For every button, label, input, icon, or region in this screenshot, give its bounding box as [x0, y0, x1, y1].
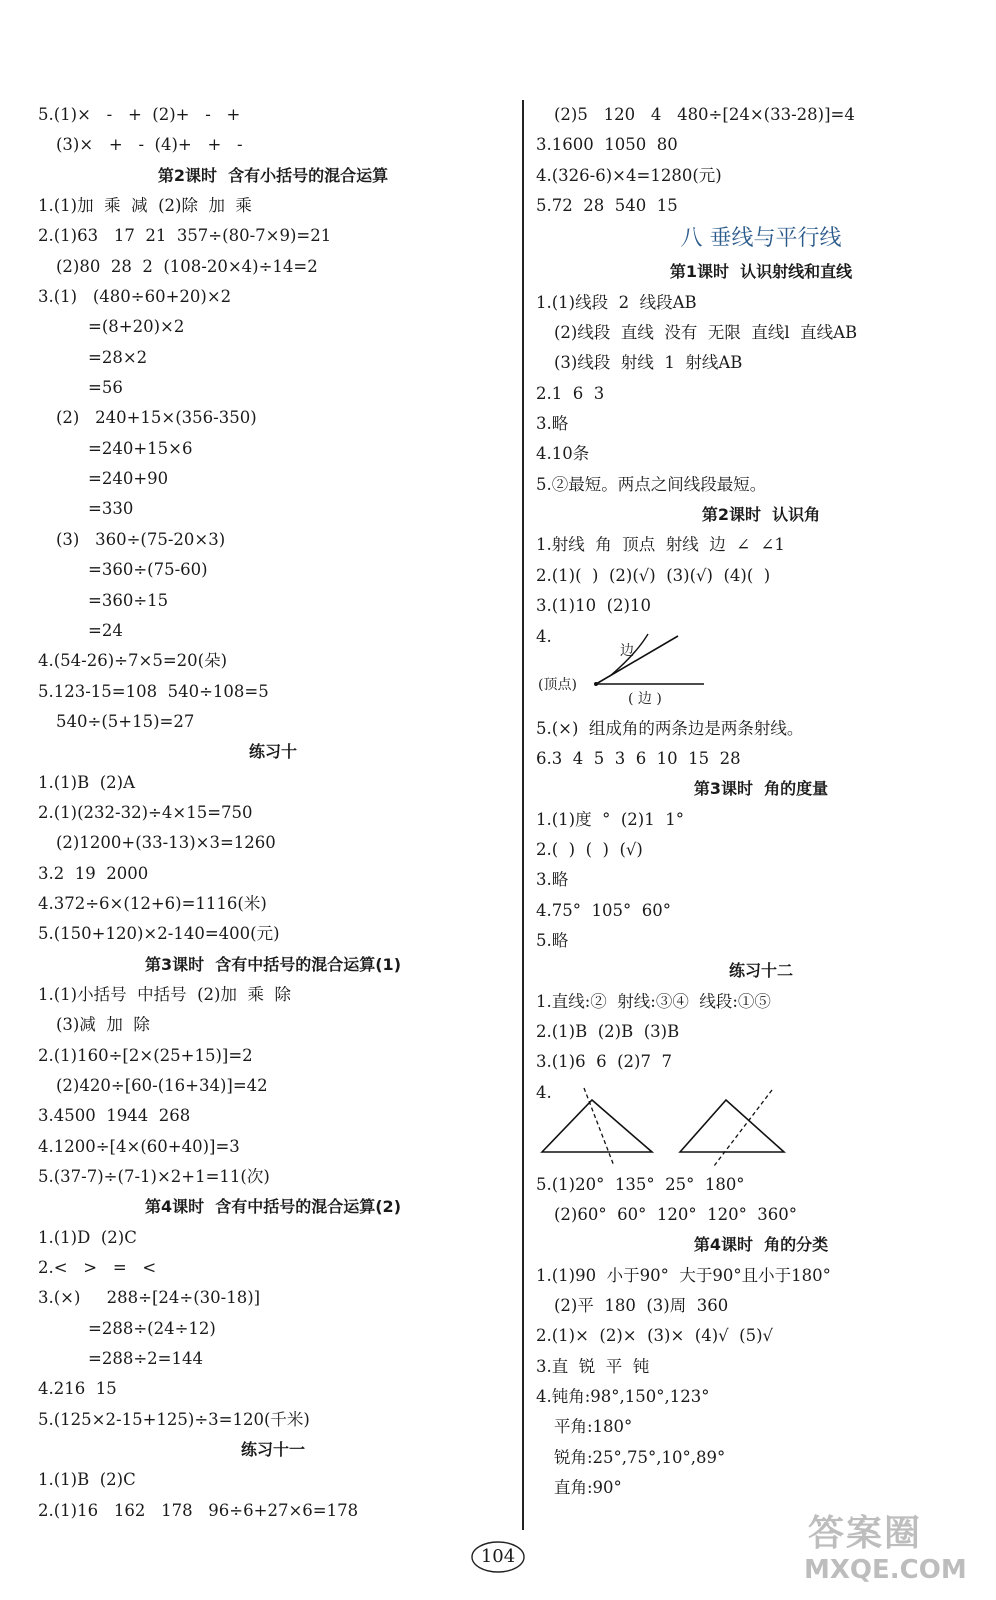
answer-line: =240+15×6: [88, 438, 193, 458]
answer-line: 1.(1)90 小于90° 大于90°且小于180°: [536, 1265, 831, 1285]
left-column: [38, 100, 508, 1526]
answer-line: 2.(1)B (2)B (3)B: [536, 1021, 680, 1041]
answer-line: (3)减 加 除: [56, 1015, 150, 1035]
answer-line: 1.(1)小括号 中括号 (2)加 乘 除: [38, 984, 291, 1004]
answer-line: (2)5 120 4 480÷[24×(33-28)]=4: [554, 105, 855, 124]
answer-line: 4.1200÷[4×(60+40)]=3: [38, 1136, 240, 1156]
answer-line: 3.直 锐 平 钝: [536, 1356, 650, 1376]
watermark: 答案圈 MXQE.COM: [804, 1513, 967, 1585]
section-heading: 第4课时 角的分类: [693, 1235, 829, 1255]
section-heading: 第2课时 认识角: [701, 505, 821, 525]
answer-line: (2)1200+(33-13)×3=1260: [56, 833, 276, 853]
answer-line: (2)80 28 2 (108-20×4)÷14=2: [56, 256, 318, 276]
answer-line: 3.(1) (480÷60+20)×2: [38, 287, 232, 307]
answer-line: 4.372÷6×(12+6)=1116(米): [38, 893, 267, 913]
answer-line: 5.(37-7)÷(7-1)×2+1=11(次): [38, 1167, 270, 1187]
answer-line: 5.(125×2-15+125)÷3=120(千米): [38, 1409, 310, 1429]
section-heading: 第3课时 含有中括号的混合运算(1): [144, 954, 402, 974]
answer-line: 4.(326-6)×4=1280(元): [536, 165, 722, 185]
answer-line: 5.123-15=108 540÷108=5: [38, 681, 269, 701]
right-top-answers: [536, 100, 986, 221]
answer-line: 锐角:25°,75°,10°,89°: [554, 1447, 726, 1467]
answer-line: (2)平 180 (3)周 360: [554, 1296, 729, 1315]
answer-line: =28×2: [88, 347, 148, 367]
answer-line: 5.(×) 组成角的两条边是两条射线。: [536, 718, 804, 738]
answer-line: 3.2 19 2000: [38, 863, 149, 883]
triangles-drawing: [536, 1078, 796, 1170]
answer-line: 1.(1)度 ° (2)1 1°: [536, 809, 684, 829]
answer-line: 4.75° 105° 60°: [536, 900, 671, 920]
answer-line: (2)线段 直线 没有 无限 直线l 直线AB: [554, 323, 858, 343]
section-heading: 第1课时 认识射线和直线: [669, 262, 853, 282]
answer-line: =288÷2=144: [88, 1349, 203, 1369]
answer-line: 5.②最短。两点之间线段最短。: [536, 474, 767, 494]
answer-line: 1.直线:② 射线:③④ 线段:①⑤: [536, 991, 771, 1011]
right-lesson4-answers: [536, 1170, 986, 1504]
answer-line: 2.(1)16 162 178 96÷6+27×6=178: [38, 1500, 359, 1520]
answer-line: 4.10条: [536, 444, 590, 464]
answer-line: =288÷(24÷12): [88, 1318, 216, 1338]
answer-line: 4.(54-26)÷7×5=20(朵): [38, 651, 228, 671]
section-heading: 第4课时 含有中括号的混合运算(2): [144, 1197, 402, 1217]
answer-line: (3) 360÷(75-20×3): [56, 529, 226, 549]
answer-line: =360÷15: [88, 590, 169, 610]
answer-line: 2.< > = <: [38, 1258, 157, 1278]
answer-line: 3.(1)6 6 (2)7 7: [536, 1052, 672, 1072]
answer-line: 2.(1)63 17 21 357÷(80-7×9)=21: [38, 226, 332, 246]
column-divider: [522, 100, 524, 1530]
answer-line: 直角:90°: [554, 1478, 622, 1498]
side-label-bottom: ( 边 ): [628, 690, 662, 707]
answer-line: 3.略: [536, 870, 569, 890]
answer-line: 5.(150+120)×2-140=400(元): [38, 924, 280, 944]
answer-line: 3.(1)10 (2)10: [536, 596, 651, 616]
answer-line: 1.射线 角 顶点 射线 边 ∠ ∠1: [536, 535, 785, 555]
answer-line: 3.略: [536, 414, 569, 434]
answer-line: 2.1 6 3: [536, 383, 605, 403]
answer-line: =24: [88, 620, 123, 640]
answer-line: =330: [88, 499, 134, 519]
answer-line: 3.1600 1050 80: [536, 135, 678, 155]
page-number: 104: [470, 1540, 526, 1574]
answer-line: =240+90: [88, 469, 169, 489]
angle-figure-number: 4.: [536, 626, 552, 646]
answer-line: 6.3 4 5 3 6 10 15 28: [536, 748, 741, 768]
answer-line: 5.略: [536, 930, 569, 950]
answer-line: 1.(1)加 乘 减 (2)除 加 乘: [38, 196, 252, 216]
answer-line: 2.(1)160÷[2×(25+15)]=2: [38, 1045, 253, 1065]
answer-line: 4.钝角:98°,150°,123°: [536, 1387, 710, 1407]
answer-line: (2)60° 60° 120° 120° 360°: [554, 1204, 798, 1224]
right-lesson3-answers: [536, 714, 986, 1078]
answer-line: 2.(1)( ) (2)(√) (3)(√) (4)( ): [536, 565, 771, 585]
answer-line: 2.(1)× (2)× (3)× (4)√ (5)√: [536, 1326, 774, 1346]
answer-line: =360÷(75-60): [88, 560, 208, 580]
answer-line: 1.(1)线段 2 线段AB: [536, 292, 697, 312]
answer-line: (3)× + - (4)+ + -: [56, 135, 243, 155]
answer-line: 540÷(5+15)=27: [56, 711, 195, 731]
section-heading: 练习十二: [728, 961, 793, 981]
answer-line: 平角:180°: [554, 1417, 633, 1437]
answer-line: (2) 240+15×(356-350): [56, 408, 257, 428]
answer-line: (3)线段 射线 1 射线AB: [554, 353, 743, 373]
answer-line: 1.(1)B (2)C: [38, 1470, 136, 1490]
triangle-figure-number: 4.: [536, 1082, 552, 1102]
section-heading: 练习十一: [240, 1440, 305, 1460]
section-heading: 练习十: [248, 742, 297, 762]
chapter-title: 八 垂线与平行线: [680, 226, 842, 252]
answer-line: 5.(1)20° 135° 25° 180°: [536, 1174, 745, 1194]
vertex-label: (顶点): [538, 676, 577, 693]
answer-line: =(8+20)×2: [88, 317, 185, 337]
answer-line: 5.72 28 540 15: [536, 196, 678, 216]
answer-line: 3.4500 1944 268: [38, 1106, 191, 1126]
answer-line: 5.(1)× - + (2)+ - +: [38, 105, 241, 124]
answer-line: (2)420÷[60-(16+34)]=42: [56, 1076, 268, 1095]
side-label-top: 边: [620, 642, 634, 659]
section-heading: 第3课时 角的度量: [693, 779, 829, 799]
section-heading: 第2课时 含有小括号的混合运算: [157, 165, 389, 185]
right-column: [536, 100, 986, 1503]
answer-line: 1.(1)D (2)C: [38, 1227, 137, 1247]
right-lesson1-answers: [536, 257, 986, 621]
answer-line: 3.(×) 288÷[24÷(30-18)]: [38, 1288, 261, 1308]
angle-figure: [536, 622, 986, 714]
answer-line: 2.( ) ( ) (√): [536, 839, 643, 859]
answer-line: 1.(1)B (2)A: [38, 772, 136, 792]
answer-line: =56: [88, 378, 123, 398]
triangle-figure: [536, 1078, 986, 1170]
answer-line: 4.216 15: [38, 1379, 117, 1399]
answer-line: 2.(1)(232-32)÷4×15=750: [38, 802, 253, 822]
